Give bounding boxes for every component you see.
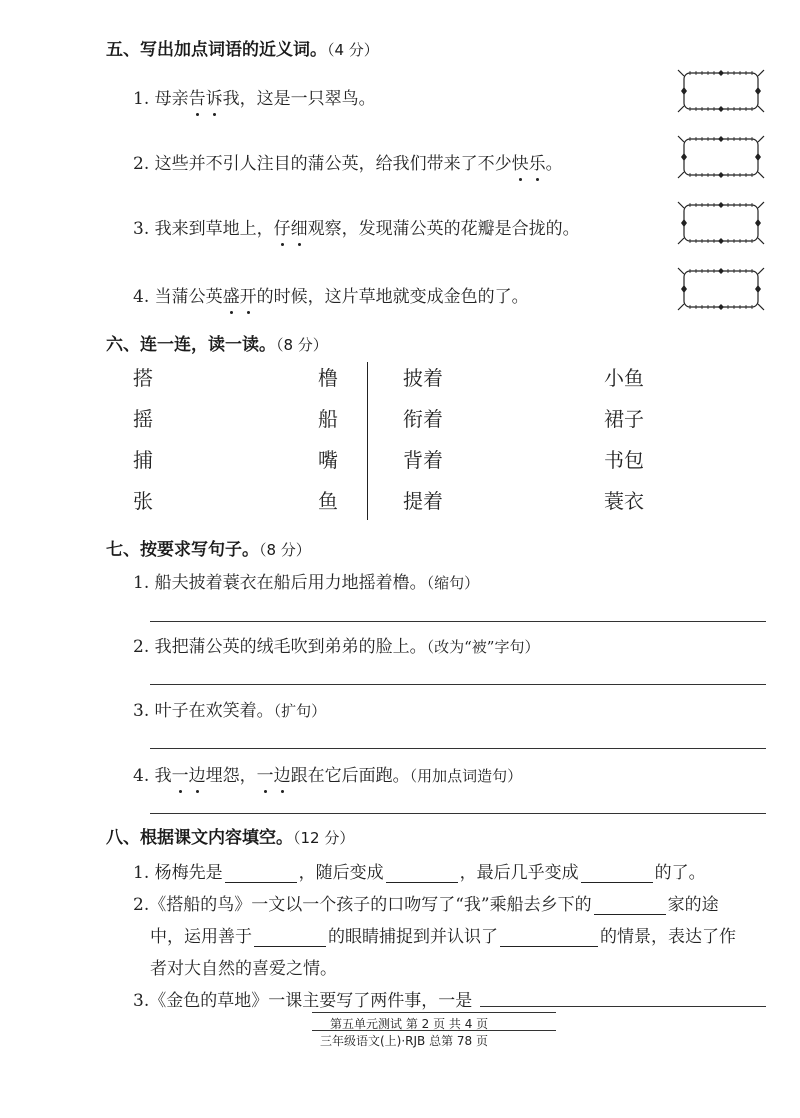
section8-title: 八、根据课文内容填空。 [106, 828, 293, 848]
section6-points: （8 分） [276, 336, 328, 354]
emphasized-char: 盛 [223, 282, 240, 307]
match-word[interactable]: 披着 [403, 366, 443, 390]
section7-points: （8 分） [259, 541, 311, 559]
emphasized-char: 仔 [274, 214, 291, 239]
s7-question-2 [133, 632, 539, 657]
match-word[interactable]: 衔着 [403, 407, 443, 431]
answer-box-4[interactable] [676, 266, 766, 312]
question-text: 我 [154, 766, 172, 786]
fill-blank[interactable] [225, 864, 297, 883]
question-text: 叶子在欢笑着。 [154, 701, 274, 721]
fill-blank[interactable] [254, 928, 326, 947]
section7-title: 七、按要求写句子。 [106, 540, 259, 560]
emphasized-char: 诉 [206, 84, 223, 109]
match-word[interactable]: 书包 [604, 448, 644, 472]
footer-rule [312, 1030, 556, 1031]
answer-line[interactable] [150, 684, 766, 685]
section5-title: 五、写出加点词语的近义词。 [106, 40, 327, 60]
question-text: 中，运用善于 [150, 927, 252, 947]
question-text: 船夫披着蓑衣在船后用力地摇着橹。 [154, 573, 427, 593]
match-word[interactable]: 船 [318, 407, 338, 431]
s5-question-4 [133, 282, 529, 307]
match-word[interactable]: 背着 [403, 448, 443, 472]
question-text: 我，这是一只翠鸟。 [222, 89, 376, 109]
question-text: 《搭船的鸟》一文以一个孩子的口吻写了“我”乘船去乡下的 [149, 895, 592, 915]
question-note: （改为“被”字句） [426, 638, 540, 656]
question-text: 跟在它后面跑。 [290, 766, 410, 786]
match-word[interactable]: 橹 [318, 366, 338, 390]
match-word[interactable]: 裙子 [604, 407, 644, 431]
question-number: 1. [133, 573, 150, 593]
question-number: 4. [133, 766, 150, 786]
s5-question-1 [133, 84, 376, 109]
s7-question-3 [133, 696, 326, 721]
question-number: 2. [133, 895, 150, 915]
question-text: 这些并不引人注目的蒲公英，给我们带来了不少 [154, 154, 512, 174]
question-text: 母亲 [154, 89, 189, 109]
footer-book-info: 三年级语文(上)·RJB 总第 78 页 [320, 1034, 489, 1048]
emphasized-char: 一 [257, 761, 274, 786]
question-text: 我来到草地上， [154, 219, 274, 239]
emphasized-char: 快 [512, 149, 529, 174]
answer-line[interactable] [150, 813, 766, 814]
column-divider [367, 362, 368, 520]
question-text: ，随后变成 [298, 863, 384, 883]
emphasized-char: 乐 [529, 149, 546, 174]
match-word[interactable]: 摇 [133, 407, 153, 431]
fill-blank[interactable] [594, 896, 666, 915]
match-word[interactable]: 提着 [403, 489, 443, 513]
s5-question-3 [133, 214, 580, 239]
match-word[interactable]: 嘴 [318, 448, 338, 472]
match-word[interactable]: 搭 [133, 366, 153, 390]
question-number: 3. [133, 991, 150, 1011]
match-word[interactable]: 鱼 [318, 489, 338, 513]
footer-rule [312, 1012, 556, 1013]
question-text: ，最后几乎变成 [459, 863, 579, 883]
section8-points: （12 分） [293, 829, 355, 847]
answer-line[interactable] [150, 621, 766, 622]
footer-page-info: 第五单元测试 第 2 页 共 4 页 [330, 1017, 489, 1031]
question-text: 的情景，表达了作 [600, 927, 736, 947]
question-text: 《金色的草地》一课主要写了两件事，一是 [149, 991, 473, 1011]
s7-question-1 [133, 568, 479, 593]
question-text: 的时候，这片草地就变成金色的了。 [256, 287, 529, 307]
section6-heading [106, 330, 328, 355]
question-text: 家的途 [667, 895, 719, 915]
question-note: （扩句） [273, 702, 327, 720]
emphasized-char: 告 [189, 84, 206, 109]
s8-question-1 [133, 858, 706, 883]
question-text: 观察，发现蒲公英的花瓣是合拢的。 [307, 219, 580, 239]
fill-blank[interactable] [500, 928, 598, 947]
question-text: 者对大自然的喜爱之情。 [150, 959, 337, 979]
question-text: 我把蒲公英的绒毛吹到弟弟的脸上。 [154, 637, 427, 657]
match-word[interactable]: 捕 [133, 448, 153, 472]
question-number: 3. [133, 219, 150, 239]
match-word[interactable]: 蓑衣 [604, 489, 644, 513]
s8-question-2-line2 [150, 922, 736, 947]
question-note: （用加点词造句） [409, 767, 523, 785]
match-word[interactable]: 张 [133, 489, 153, 513]
emphasized-char: 边 [189, 761, 206, 786]
question-number: 2. [133, 154, 150, 174]
match-word[interactable]: 小鱼 [604, 366, 644, 390]
question-number: 1. [133, 863, 150, 883]
fill-blank[interactable] [386, 864, 458, 883]
emphasized-char: 一 [172, 761, 189, 786]
answer-box-3[interactable] [676, 200, 766, 246]
answer-box-2[interactable] [676, 134, 766, 180]
s8-question-3 [133, 986, 472, 1011]
question-number: 1. [133, 89, 150, 109]
emphasized-char: 边 [274, 761, 291, 786]
question-text: 当蒲公英 [154, 287, 223, 307]
question-text: 的了。 [654, 863, 706, 883]
fill-blank[interactable] [581, 864, 653, 883]
question-text: 杨梅先是 [154, 863, 223, 883]
section7-heading [106, 535, 311, 560]
s5-question-2 [133, 149, 563, 174]
section6-title: 六、连一连，读一读。 [106, 335, 276, 355]
section5-heading [106, 35, 379, 60]
answer-line[interactable] [150, 748, 766, 749]
question-number: 2. [133, 637, 150, 657]
emphasized-char: 开 [240, 282, 257, 307]
s8-question-2-line3 [150, 954, 337, 979]
emphasized-char: 细 [291, 214, 308, 239]
question-note: （缩句） [426, 574, 480, 592]
question-text: 的眼睛捕捉到并认识了 [328, 927, 498, 947]
section5-points: （4 分） [327, 41, 379, 59]
s7-question-4 [133, 761, 522, 786]
answer-line[interactable] [480, 1006, 766, 1007]
section8-heading [106, 823, 354, 848]
s8-question-2-line1 [133, 890, 719, 915]
answer-box-1[interactable] [676, 68, 766, 114]
question-text: 。 [545, 154, 563, 174]
question-number: 4. [133, 287, 150, 307]
question-text: 埋怨， [205, 766, 257, 786]
question-number: 3. [133, 701, 150, 721]
